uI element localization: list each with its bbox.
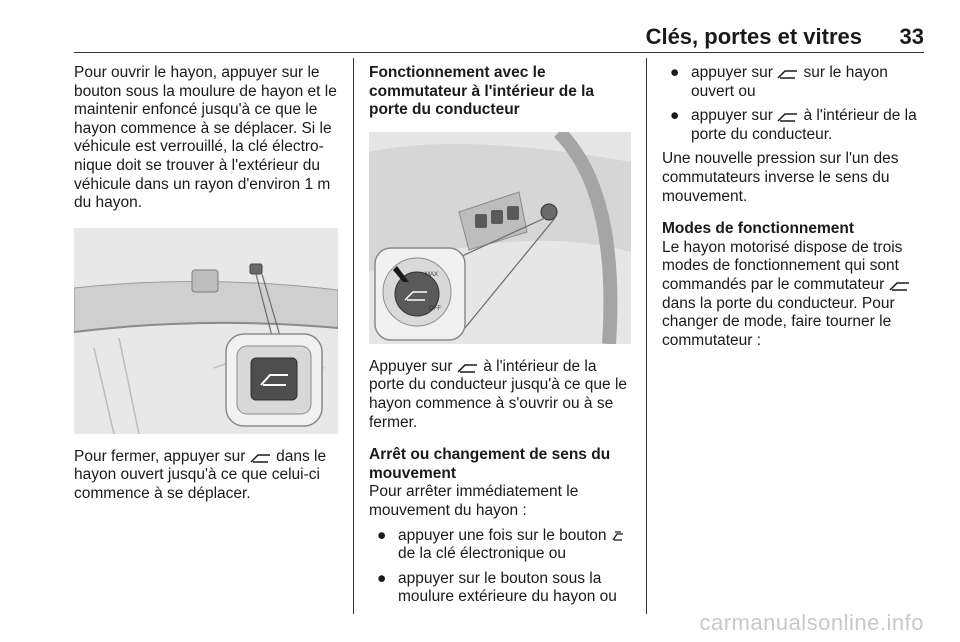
column-divider	[646, 58, 647, 614]
paragraph: Le hayon motorisé dispose de trois modes de fonctionnement qui sont commandés par le commutateur dans la porte du conducteur. Pour changer de mode, faire tourner le commutateur :	[662, 239, 926, 351]
tailgate-icon	[457, 362, 479, 374]
header-rule	[74, 52, 924, 53]
list-item: ● appuyer sur à l'intérieur de la porte du conducteur.	[670, 107, 917, 143]
bullet-icon: ●	[377, 569, 387, 587]
bullet-icon: ●	[377, 526, 387, 544]
list-item: ● appuyer sur le bouton sous la moulure extérieure du hayon ou	[377, 569, 617, 606]
section-heading: Fonctionnement avec le commutateur à l'intérieur de la porte du conducteur	[369, 64, 595, 119]
column-divider	[353, 58, 354, 614]
tailgate-icon	[777, 68, 799, 80]
section-title: Clés, portes et vitres	[645, 24, 862, 49]
knob-label-max: MAX	[425, 271, 439, 278]
tailgate-icon	[777, 111, 799, 123]
list-item: ● appuyer une fois sur le bouton de la clé électronique ou	[369, 527, 634, 564]
paragraph: Une nouvelle pression sur l'un des commutateurs inverse le sens du mouvement.	[662, 150, 899, 205]
page-number: 33	[899, 24, 924, 49]
paragraph: Appuyer sur à l'intérieur de la porte du conducteur jusqu'à ce que le hayon commence à s'ouvrir ou à se fermer.	[369, 357, 628, 431]
section-heading: Arrêt ou changement de sens du mouvement	[369, 446, 611, 482]
key-tailgate-icon	[611, 529, 625, 543]
tailgate-button-illustration	[74, 228, 338, 434]
paragraph: Pour ouvrir le hayon, appuyer sur le bouton sous la moulure de hayon et le maintenir enfoncé jusqu'à ce que le hayon commence à se déplacer. Si le véhicule est verrouillé, la clé électro-nique doit se trouver à l'extérieur du véhicule dans un rayon d'environ 1 m du hayon.	[74, 64, 337, 212]
knob-label-off: OFF	[429, 305, 441, 312]
column-3	[662, 64, 926, 350]
bullet-icon: ●	[670, 64, 680, 81]
column-1	[74, 64, 342, 504]
door-switch-illustration	[369, 132, 631, 344]
bullet-icon: ●	[670, 107, 680, 125]
tailgate-icon	[889, 280, 911, 292]
watermark: carmanualsonline.info	[699, 610, 924, 635]
paragraph: Pour arrêter immédiatement le mouvement du hayon :	[369, 483, 579, 519]
column-2	[369, 64, 634, 613]
section-heading: Modes de fonctionnement	[662, 220, 855, 238]
tailgate-icon	[250, 452, 272, 464]
list-item: ● appuyer sur sur le hayon ouvert ou	[670, 64, 888, 100]
paragraph: Pour fermer, appuyer sur dans le hayon ouvert jusqu'à ce que celui-ci commence à se déplacer.	[74, 447, 327, 502]
